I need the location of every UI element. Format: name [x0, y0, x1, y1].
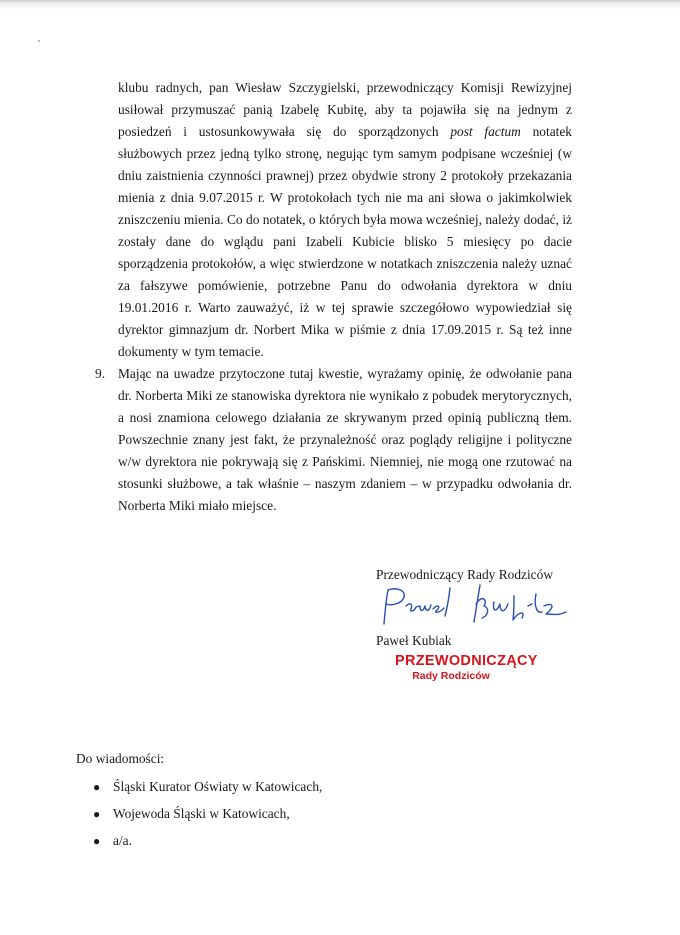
list-item	[76, 776, 596, 803]
stamp-subtitle: Rady Rodziców	[412, 670, 490, 682]
handwritten-signature	[376, 582, 576, 630]
paragraph-text-start: klubu radnych, pan Wiesław Szczygielski, przewodniczący Komisji Rewizyjnej usiłował przymuszać panią Izabelę Kubitę, aby ta pojawiła się na jednym z posiedzeń i ustosunkowywała się do sporządzonych	[118, 80, 572, 139]
paragraph-text-end: notatek służbowych przez jedną tylko stronę, negując tym samym podpisane wcześniej (w dniu zaistnienia czynności prawnej) przez obydwie strony 2 protokoły przekazania mienia z dnia 9.07.2015 r. W protokołach tych nie ma ani słowa o jakimkolwiek zniszczeniu mienia. Co do notatek, o których była mowa wcześniej, należy dodać, iż zostały dane do wglądu pani Izabeli Kubicie blisko 5 miesięcy po dacie sporządzenia protokołów, a więc stwierdzone w notatkach zniszczenia należy uznać za fałszywe pomówienie, potrzebne Panu do odwołania dyrektora w dniu 19.01.2016 r. Warto zauważyć, iż w tej sprawie szczegółowo wypowiedział się dyrektor gimnazjum dr. Norbert Mika w piśmie z dnia 17.09.2015 r. Są też inne dokumenty w tym temacie.	[118, 124, 573, 359]
scan-speck	[38, 40, 40, 42]
list-item	[76, 830, 596, 857]
recipient: Śląski Kurator Oświaty w Katowicach,	[113, 779, 323, 794]
letter-body	[95, 77, 573, 517]
distribution-list	[76, 748, 596, 857]
signature-block	[376, 564, 616, 648]
signature-title: Przewodniczący Rady Rodziców	[376, 567, 553, 582]
paragraph-emphasis: post factum	[450, 124, 521, 139]
list-item-text: Mając na uwadze przytoczone tutaj kwestie, wyrażamy opinię, że odwołanie pana dr. Norberta Miki ze stanowiska dyrektora nie wynikało z pobudek merytorycznych, a nosi znamiona celowego działania ze skrywanym przed opinią publiczną tłem. Powszechnie znany jest fakt, że przynależność oraz poglądy religijne i polityczne w/w dyrektora nie pokrywają się z Pańskimi. Niemniej, nie mogą one rzutować na stosunki służbowe, a tak właśnie – naszym zdaniem – w przypadku odwołania dr. Norberta Miki miało miejsce.	[118, 366, 572, 513]
stamp-title: PRZEWODNICZĄCY	[395, 653, 538, 669]
bullet-icon: ●	[93, 807, 101, 821]
bullet-icon: ●	[93, 780, 101, 794]
recipient: Wojewoda Śląski w Katowicach,	[113, 806, 290, 821]
list-item-9	[95, 363, 572, 517]
signature-name: Paweł Kubiak	[376, 633, 452, 648]
bullet-icon: ●	[93, 834, 101, 848]
official-stamp	[395, 653, 538, 683]
list-item	[76, 803, 596, 830]
list-number: 9.	[95, 366, 106, 381]
paragraph-continued	[118, 77, 572, 363]
distribution-title: Do wiadomości:	[76, 751, 165, 766]
distribution-items	[76, 776, 596, 857]
recipient: a/a.	[113, 833, 132, 848]
scan-top-edge	[0, 0, 680, 10]
